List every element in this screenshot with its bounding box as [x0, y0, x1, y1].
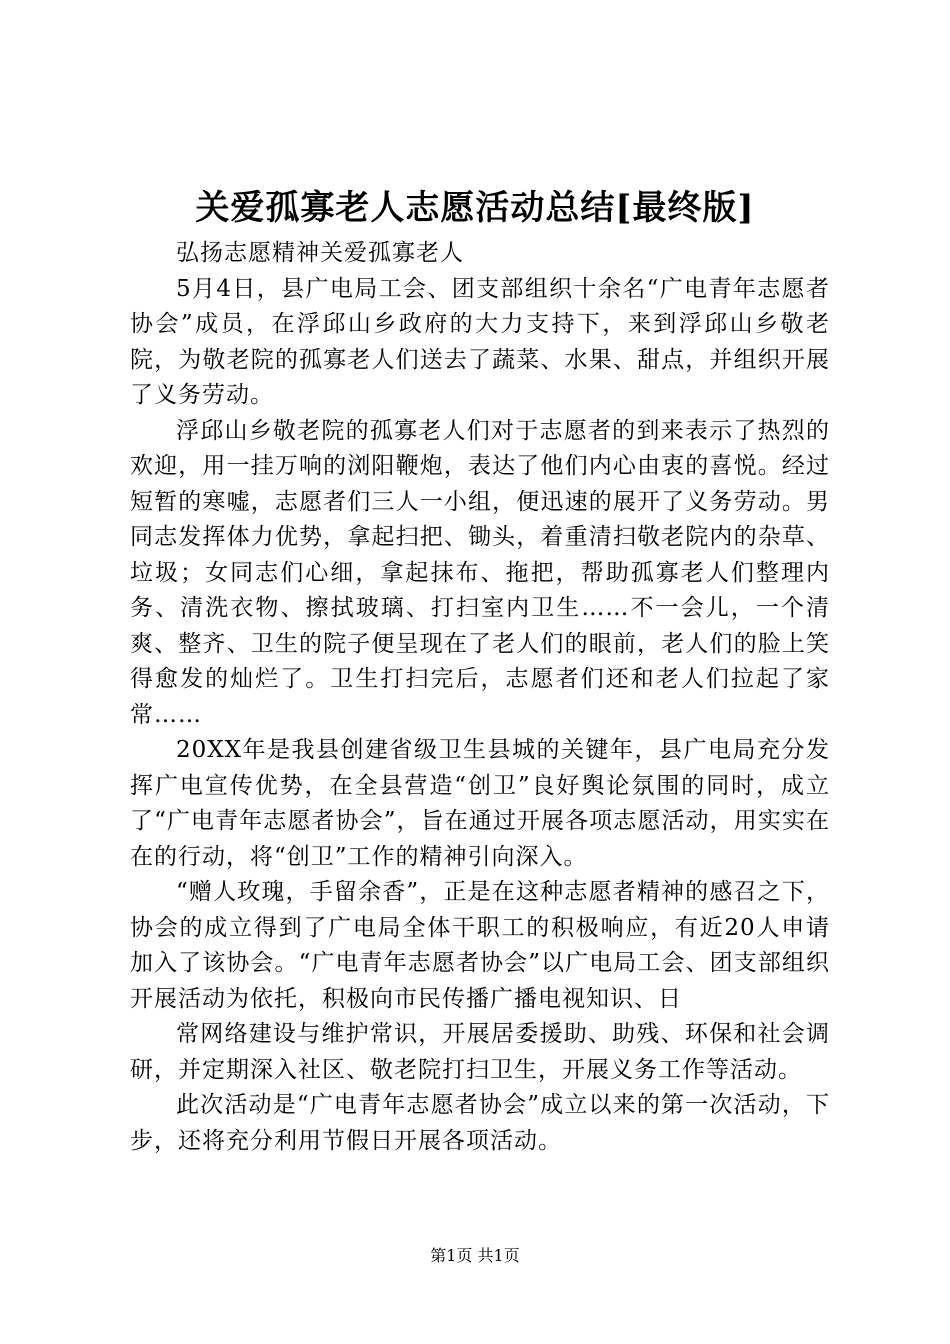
document-body	[130, 236, 830, 1159]
subtitle-paragraph: 弘扬志愿精神关爱孤寡老人	[176, 240, 464, 266]
body-paragraph: 5月4日，县广电局工会、团支部组织十余名“广电青年志愿者协会”成员，在浮邱山乡政府的大力支持下，来到浮邱山乡敬老院，为敬老院的孤寡老人们送去了蔬菜、水果、甜点，并组织开展了义务劳动。	[130, 275, 830, 408]
document-title: 关爱孤寡老人志愿活动总结[最终版]	[195, 188, 755, 228]
body-paragraph: “赠人玫瑰，手留余香”，正是在这种志愿者精神的感召之下，协会的成立得到了广电局全体干职工的积极响应，有近20人申请加入了该协会。“广电青年志愿者协会”以广电局工会、团支部组织开展活动为依托，积极向市民传播广播电视知识、日	[130, 879, 830, 1012]
body-paragraph: 浮邱山乡敬老院的孤寡老人们对于志愿者的到来表示了热烈的欢迎，用一挂万响的浏阳鞭炮，表达了他们内心由衷的喜悦。经过短暂的寒嘘，志愿者们三人一小组，便迅速的展开了义务劳动。男同志发挥体力优势，拿起扫把、锄头，着重清扫敬老院内的杂草、垃圾；女同志们心细，拿起抹布、拖把，帮助孤寡老人们整理内务、清洗衣物、擦拭玻璃、打扫室内卫生……不一会儿，一个清爽、整齐、卫生的院子便呈现在了老人们的眼前，老人们的脸上笑得愈发的灿烂了。卫生打扫完后，志愿者们还和老人们拉起了家常……	[130, 417, 830, 728]
body-paragraph: 20XX年是我县创建省级卫生县城的关键年，县广电局充分发挥广电宣传优势，在全县营造“创卫”良好舆论氛围的同时，成立了“广电青年志愿者协会”，旨在通过开展各项志愿活动，用实实在在的行动，将“创卫”工作的精神引向深入。	[130, 737, 830, 870]
body-paragraph: 此次活动是“广电青年志愿者协会”成立以来的第一次活动，下步，还将充分利用节假日开展各项活动。	[130, 1092, 830, 1154]
page-number: 第1页 共1页	[430, 1246, 520, 1265]
page-footer	[0, 1245, 950, 1267]
body-paragraph: 常网络建设与维护常识，开展居委援助、助残、环保和社会调研，并定期深入社区、敬老院打扫卫生，开展义务工作等活动。	[130, 1021, 830, 1083]
